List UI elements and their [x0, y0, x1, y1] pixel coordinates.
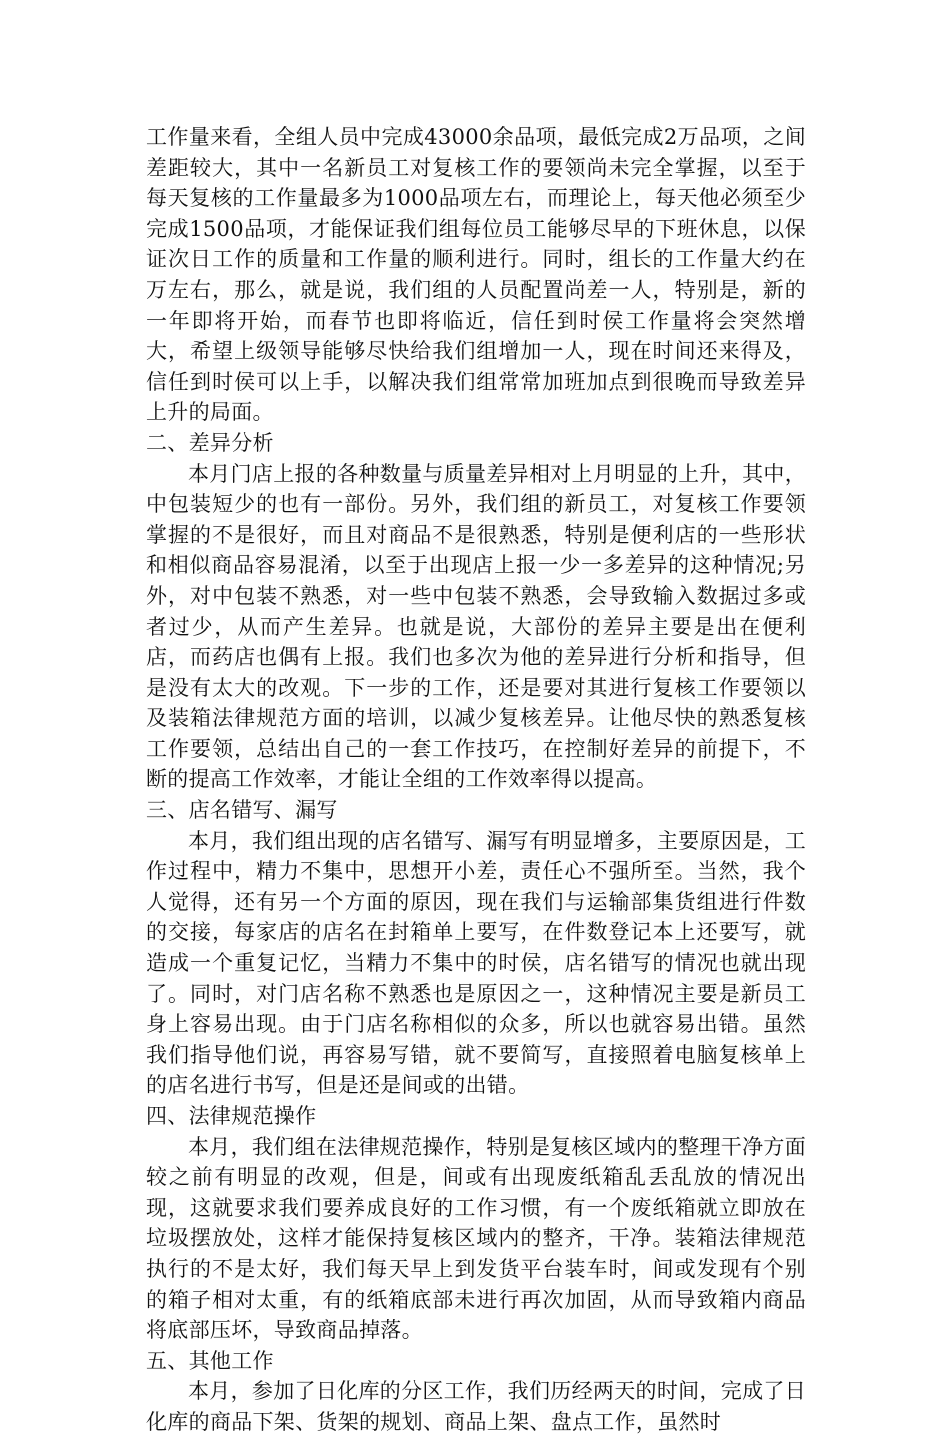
paragraph-store-name-errors: 本月，我们组出现的店名错写、漏写有明显增多，主要原因是，工作过程中，精力不集中，思想开小差，责任心不强所至。当然，我个人觉得，还有另一个方面的原因，现在我们与运输部集货组进行件数的交接，每家店的店名在封箱单上要写，在件数登记本上还要写，就造成一个重复记忆，当精力不集中的时侯，店名错写的情况也就出现了。同时，对门店名称不熟悉也是原因之一，这种情况主要是新员工身上容易出现。由于门店名称相似的众多，所以也就容易出错。虽然我们指导他们说，再容易写错，就不要简写，直接照着电脑复核单上的店名进行书写，但是还是间或的出错。 — [146, 828, 806, 1098]
heading-store-name-errors: 三、店名错写、漏写 — [146, 798, 338, 823]
heading-regulated-operation: 四、法律规范操作 — [146, 1104, 317, 1128]
paragraph-workload-continued: 工作量来看，全组人员中完成43000余品项，最低完成2万品项，之间差距较大，其中一名新员工对复核工作的要领尚未完全掌握，以至于每天复核的工作量最多为1000品项左右，而理论上，每天他必须至少完成1500品项，才能保证我们组每位员工能够尽早的下班休息，以保证次日工作的质量和工作量的顺利进行。同时，组长的工作量大约在万左右，那么，就是说，我们组的人员配置尚差一人，特别是，新的一年即将开始，而春节也即将临近，信任到时侯工作量将会突然增大，希望上级领导能够尽快给我们组增加一人，现在时间还来得及，信任到时侯可以上手，以解决我们组常常加班加点到很晚而导致差异上升的局面。 — [146, 125, 806, 425]
heading-difference-analysis: 二、差异分析 — [146, 430, 274, 455]
paragraph-regulated-operation: 本月，我们组在法律规范操作，特别是复核区域内的整理干净方面较之前有明显的改观，但是，间或有出现废纸箱乱丢乱放的情况出现，这就要求我们要养成良好的工作习惯，有一个废纸箱就立即放在垃圾摆放处，这样才能保持复核区域内的整齐，干净。装箱法律规范执行的不是太好，我们每天早上到发货平台装车时，间或发现有个别的箱子相对太重，有的纸箱底部未进行再次加固，从而导致箱内商品将底部压坏，导致商品掉落。 — [146, 1134, 806, 1343]
paragraph-other-work: 本月，参加了日化库的分区工作，我们历经两天的时间，完成了日化库的商品下架、货架的规划、商品上架、盘点工作，虽然时 — [146, 1379, 806, 1434]
document-body — [146, 122, 806, 1438]
paragraph-difference-analysis: 本月门店上报的各种数量与质量差异相对上月明显的上升，其中，中包装短少的也有一部份。另外，我们组的新员工，对复核工作要领掌握的不是很好，而且对商品不是很熟悉，特别是便利店的一些形状和相似商品容易混淆，以至于出现店上报一少一多差异的这种情况;另外，对中包装不熟悉，对一些中包装不熟悉，会导致输入数据过多或者过少，从而产生差异。也就是说，大部份的差异主要是出在便利店，而药店也偶有上报。我们也多次为他的差异进行分析和指导，但是没有太大的改观。下一步的工作，还是要对其进行复核工作要领以及装箱法律规范方面的培训，以减少复核差异。让他尽快的熟悉复核工作要领，总结出自己的一套工作技巧，在控制好差异的前提下，不断的提高工作效率，才能让全组的工作效率得以提高。 — [146, 461, 806, 792]
heading-other-work: 五、其他工作 — [146, 1348, 274, 1373]
